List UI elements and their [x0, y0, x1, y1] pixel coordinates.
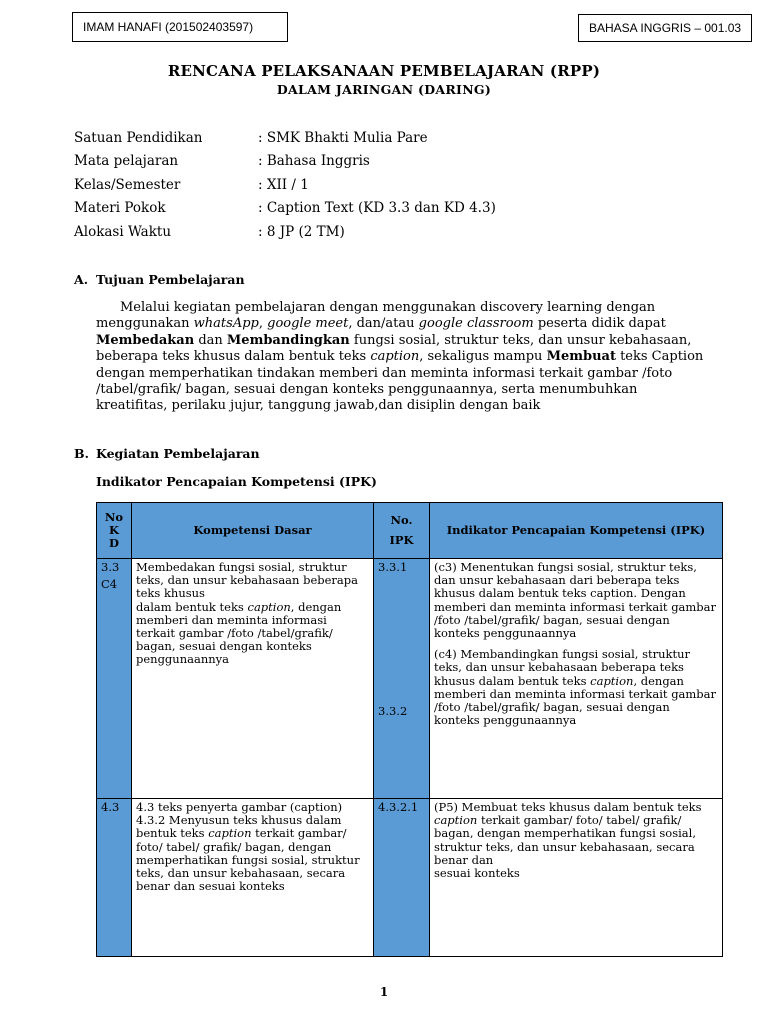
- text: dalam bentuk teks: [136, 599, 248, 614]
- text: , dan/atau: [348, 316, 419, 332]
- info-label: Satuan Pendidikan: [74, 130, 203, 146]
- table-row: [97, 799, 723, 957]
- text-italic: google classroom: [418, 316, 534, 332]
- info-label: Alokasi Waktu: [74, 224, 172, 240]
- cell-ipk: [430, 799, 723, 957]
- section-title: Kegiatan Pembelajaran: [96, 446, 260, 461]
- info-value: : 8 JP (2 TM): [258, 224, 345, 240]
- kd-text: [136, 814, 369, 893]
- text-italic: caption: [208, 826, 252, 841]
- info-value: : Bahasa Inggris: [258, 153, 370, 169]
- section-title: Tujuan Pembelajaran: [96, 272, 245, 287]
- text: , dengan: [290, 599, 342, 614]
- competency-table: [96, 502, 723, 957]
- text: 4.3.2 Menyusun teks khusus dalam bentuk teks: [136, 813, 342, 841]
- text-italic: caption: [590, 673, 634, 688]
- cell-no-kd: [97, 799, 132, 957]
- header-text: IPK: [389, 532, 414, 547]
- header-ipk: Indikator Pencapaian Kompetensi (IPK): [430, 503, 723, 559]
- text: terkait gambar/ foto/ tabel/ grafik/ bagan, dengan memperhatikan fungsi sosial, struktur teks, dan unsur kebahasaan, secara benar dan: [434, 813, 696, 867]
- text-italic: caption: [434, 813, 478, 828]
- text-bold: Membandingkan: [226, 332, 350, 348]
- ipk-text: sesuai konteks: [434, 866, 520, 881]
- text: peserta didik dapat: [533, 316, 666, 332]
- text: terkait gambar/ foto/ tabel/ grafik/ bagan, dengan memperhatikan fungsi sosial, struktur teks, dan unsur kebahasaan, secara benar dan sesuai konteks: [136, 826, 360, 894]
- header-no-kd: [97, 503, 132, 559]
- document-title: RENCANA PELAKSANAAN PEMBELAJARAN (RPP): [167, 62, 601, 80]
- ipk-text: (c3) Menentukan fungsi sosial, struktur teks, dan unsur kebahasaan dari beberapa teks khusus dalam bentuk teks caption. Dengan memberi dan meminta informasi terkait gambar /foto /tabel/grafik/ bagan, sesuai dengan konteks penggunaannya: [434, 560, 717, 641]
- section-number: B.: [74, 446, 89, 461]
- text: fungsi sosial, struktur teks, dan unsur kebahasaan, beberapa teks khusus dalam bentuk teks: [96, 332, 692, 365]
- author-box: [72, 12, 288, 42]
- cell-no-ipk: [374, 559, 430, 799]
- info-label: Materi Pokok: [74, 200, 166, 216]
- text: (P5) Membuat teks khusus dalam bentuk teks: [434, 800, 702, 814]
- ipk-text: [434, 648, 718, 727]
- header-text: D: [109, 536, 119, 551]
- text-italic: caption: [247, 599, 291, 614]
- kd-text: [136, 601, 369, 614]
- cell-kd: [132, 799, 374, 957]
- text-italic: google meet: [267, 316, 349, 332]
- kd-level: C4: [101, 577, 118, 592]
- text: , dengan memberi dan meminta informasi terkait gambar /foto /tabel/grafik/ bagan, sesuai dengan konteks penggunaannya: [434, 673, 717, 728]
- text-bold: Membedakan: [96, 332, 195, 348]
- subject-code: BAHASA INGGRIS – 001.03: [589, 21, 742, 35]
- ipk-text: [434, 801, 718, 867]
- subject-code-box: [578, 14, 752, 42]
- cell-no-kd: [97, 559, 132, 799]
- text: ,: [258, 316, 268, 332]
- table-header-row: [97, 503, 723, 559]
- kd-text: Membedakan fungsi sosial, struktur teks, dan unsur kebahasaan beberapa teks khusus: [136, 560, 358, 601]
- info-value: : SMK Bhakti Mulia Pare: [258, 130, 428, 146]
- header-text: K: [109, 522, 119, 537]
- info-value: : Caption Text (KD 3.3 dan KD 4.3): [258, 200, 496, 216]
- info-label: Kelas/Semester: [74, 177, 181, 193]
- text-italic: whatsApp: [193, 316, 259, 332]
- text: (c4) Membandingkan fungsi sosial, struktur teks, dan unsur kebahasaan beberapa teks khusus dalam bentuk teks: [434, 647, 691, 688]
- ipk-number: 3.3.1: [378, 560, 408, 574]
- kd-text: bagan, sesuai dengan konteks penggunaannya: [136, 639, 312, 667]
- kd-number: 3.3: [101, 560, 120, 574]
- ipk-heading: Indikator Pencapaian Kompetensi (IPK): [96, 474, 377, 489]
- section-a-heading: [74, 272, 245, 287]
- text: teks Caption dengan memperhatikan tindakan memberi dan meminta informasi terkait gambar /foto /tabel/grafik/ bagan, sesuai dengan konteks penggunaannya, serta menumbuhkan kreatifitas, perilaku jujur, tanggung jawab,dan disiplin dengan baik: [96, 349, 704, 414]
- kd-text: 4.3 teks penyerta gambar (caption): [136, 800, 343, 814]
- cell-no-ipk: [374, 799, 430, 957]
- info-value: : XII / 1: [258, 177, 309, 193]
- header-text: No: [104, 509, 124, 524]
- text: Melalui kegiatan pembelajaran dengan menggunakan discovery learning dengan menggunakan: [96, 300, 656, 332]
- document-subtitle: DALAM JARINGAN (DARING): [276, 82, 492, 97]
- text-bold: Membuat: [546, 349, 616, 365]
- ipk-number: 3.3.2: [378, 704, 408, 718]
- kd-text: memberi dan meminta informasi terkait gambar /foto /tabel/grafik/: [136, 612, 333, 641]
- kd-number: 4.3: [101, 800, 120, 814]
- cell-ipk: [430, 559, 723, 799]
- ipk-number: 4.3.2.1: [378, 800, 419, 814]
- section-b-heading: [74, 446, 260, 461]
- author-name: IMAM HANAFI (201502403597): [83, 20, 254, 34]
- info-label: Mata pelajaran: [74, 153, 179, 169]
- text: dan: [194, 332, 227, 348]
- text: , sekaligus mampu: [419, 349, 547, 365]
- cell-kd: [132, 559, 374, 799]
- page-number: 1: [379, 985, 389, 999]
- section-number: A.: [74, 272, 89, 287]
- learning-objective-paragraph: [96, 300, 706, 415]
- header-no-ipk: [374, 503, 430, 559]
- header-text: No.: [390, 513, 413, 528]
- text-italic: caption: [370, 349, 420, 365]
- header-kd: Kompetensi Dasar: [132, 503, 374, 559]
- table-row: [97, 559, 723, 799]
